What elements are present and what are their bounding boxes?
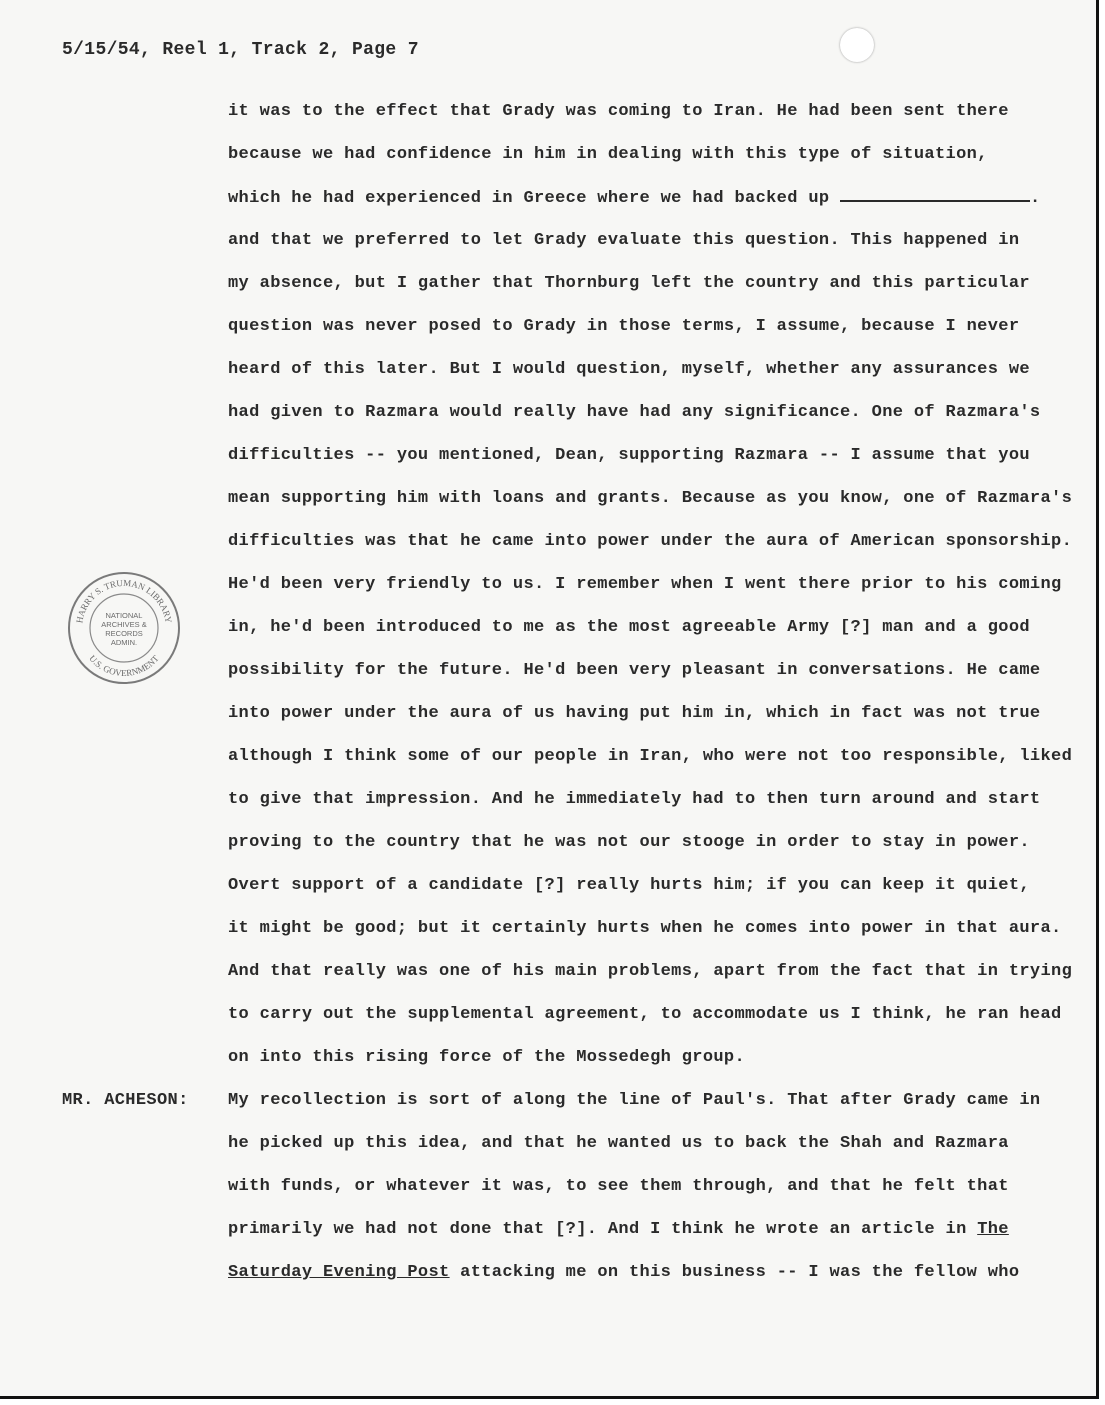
text-line: into power under the aura of us having put him in, which in fact was not true [228,704,1041,723]
text-line: although I think some of our people in Iran, who were not too responsible, liked [228,747,1073,766]
text-line: it was to the effect that Grady was coming to Iran. He had been sent there [228,102,1009,121]
text-line: he picked up this idea, and that he wanted us to back the Shah and Razmara [228,1134,1009,1153]
text-line: it might be good; but it certainly hurts when he comes into power in that aura. [228,919,1062,938]
text-line: My recollection is sort of along the line of Paul's. That after Grady came in [228,1091,1041,1110]
stamp-top-text: HARRY S. TRUMAN LIBRARY [74,577,174,624]
text-line: on into this rising force of the Mossedegh group. [228,1048,746,1067]
stamp-center-text: NATIONAL [105,611,143,620]
text-line: in, he'd been introduced to me as the most agreeable Army [?] man and a good [228,618,1030,637]
text-line: He'd been very friendly to us. I remember when I went there prior to his coming [228,575,1062,594]
text-line: difficulties -- you mentioned, Dean, supporting Razmara -- I assume that you [228,446,1030,465]
text-line: proving to the country that he was not our stooge in order to stay in power. [228,833,1030,852]
stamp-bottom-text: U.S. GOVERNMENT [87,653,161,679]
text-line: to give that impression. And he immediately had to then turn around and start [228,790,1041,809]
page-header: 5/15/54, Reel 1, Track 2, Page 7 [62,40,419,60]
text-line: my absence, but I gather that Thornburg left the country and this particular [228,274,1030,293]
text-line-content: which he had experienced in Greece where we had backed up [228,189,830,208]
punch-hole [840,28,874,62]
stamp-center-text: ARCHIVES & [101,620,147,629]
text-line: to carry out the supplemental agreement, to accommodate us I think, he ran head [228,1005,1062,1024]
text-line: mean supporting him with loans and grants. Because as you know, one of Razmara's [228,489,1073,508]
text-line-content: attacking me on this business -- I was the fellow who [460,1263,1020,1282]
text-line: had given to Razmara would really have had any significance. One of Razmara's [228,403,1041,422]
text-line: Overt support of a candidate [?] really hurts him; if you can keep it quiet, [228,876,1030,895]
text-line-content: primarily we had not done that [?]. And I think he wrote an article in [228,1220,967,1239]
text-line: heard of this later. But I would question, myself, whether any assurances we [228,360,1030,379]
text-line: with funds, or whatever it was, to see them through, and that he felt that [228,1177,1009,1196]
text-line [228,1220,1009,1239]
publication-title: Saturday Evening Post [228,1263,450,1282]
stamp-center-text: ADMIN. [110,638,138,647]
library-stamp [66,570,182,686]
text-line: question was never posed to Grady in those terms, I assume, because I never [228,317,1020,336]
text-line [228,1263,1019,1282]
speaker-label: MR. ACHESON: [62,1091,189,1110]
text-line: And that really was one of his main problems, apart from the fact that in trying [228,962,1073,981]
stamp-center-text: RECORDS [105,629,143,638]
text-line: difficulties was that he came into power under the aura of American sponsorship. [228,532,1073,551]
publication-title: The [977,1220,1009,1239]
text-line: and that we preferred to let Grady evaluate this question. This happened in [228,231,1020,250]
text-line: possibility for the future. He'd been very pleasant in conversations. He came [228,661,1041,680]
blank-underline [840,188,1030,202]
text-line: which he had experienced in Greece where we had backed up . [228,189,1041,208]
text-line: because we had confidence in him in dealing with this type of situation, [228,145,988,164]
